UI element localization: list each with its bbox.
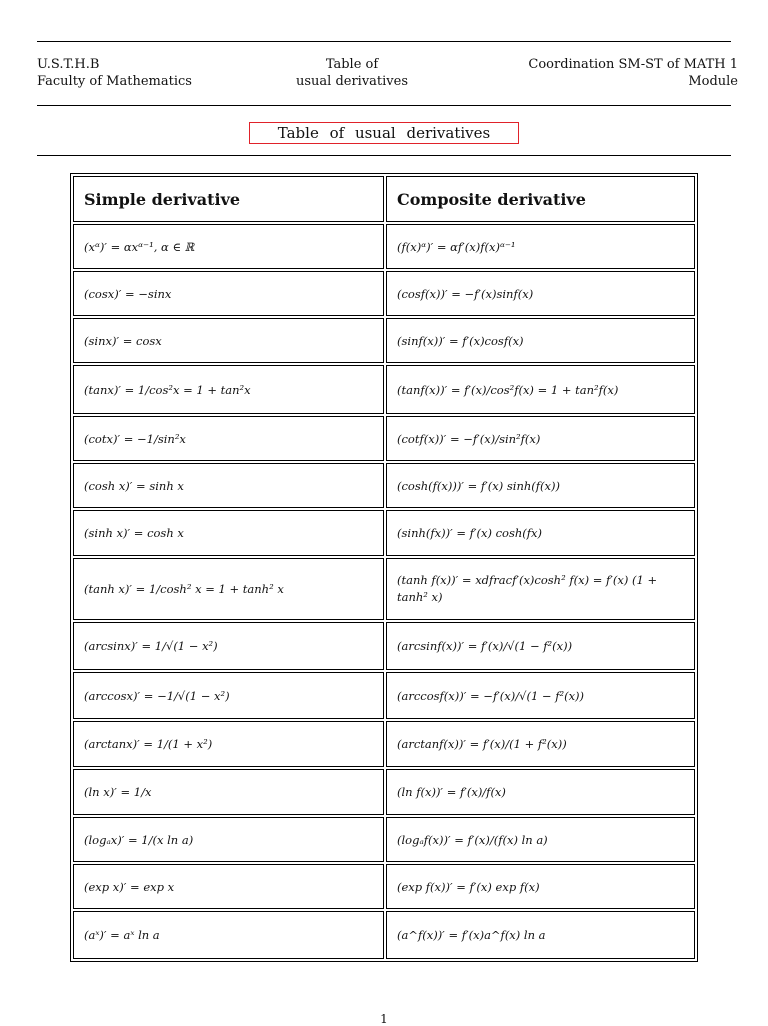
table-row	[73, 864, 695, 909]
table-row	[73, 911, 695, 959]
simple-derivative-cell: (cosh x)′ = sinh x	[73, 463, 384, 508]
faculty-name: Faculty of Mathematics	[37, 74, 192, 89]
composite-derivative-cell: (arccosf(x))′ = −f′(x)/√(1 − f²(x))	[386, 672, 695, 719]
composite-derivative-cell: (cosh(f(x)))′ = f′(x) sinh(f(x))	[386, 463, 695, 508]
simple-derivative-cell: (xᵅ)′ = αxᵅ⁻¹, α ∈ ℝ	[73, 224, 384, 269]
document-title-box	[249, 122, 519, 144]
table-row	[73, 463, 695, 508]
simple-derivative-cell: (ln x)′ = 1/x	[73, 769, 384, 815]
table-row	[73, 416, 695, 461]
simple-derivative-cell: (logₐx)′ = 1/(x ln a)	[73, 817, 384, 862]
table-row	[73, 224, 695, 269]
table-row	[73, 271, 695, 316]
composite-derivative-cell: (arctanf(x))′ = f′(x)/(1 + f²(x))	[386, 721, 695, 767]
table-row	[73, 318, 695, 363]
composite-derivative-cell: (a^f(x))′ = f′(x)a^f(x) ln a	[386, 911, 695, 959]
module-label: Module	[688, 74, 738, 89]
simple-derivative-header: Simple derivative	[73, 176, 384, 222]
header-left	[37, 56, 192, 90]
header-rule	[37, 105, 731, 106]
simple-derivative-cell: (arccosx)′ = −1/√(1 − x²)	[73, 672, 384, 719]
composite-derivative-cell: (logₐf(x))′ = f′(x)/(f(x) ln a)	[386, 817, 695, 862]
table-row	[73, 672, 695, 719]
table-row	[73, 510, 695, 556]
table-row	[73, 721, 695, 767]
table-row	[73, 769, 695, 815]
header-center-line2: usual derivatives	[295, 74, 409, 89]
simple-derivative-cell: (sinx)′ = cosx	[73, 318, 384, 363]
simple-derivative-cell: (exp x)′ = exp x	[73, 864, 384, 909]
header-center-line1: Table of	[325, 57, 379, 72]
institution-name: U.S.T.H.B	[37, 57, 100, 72]
coordination-label: Coordination SM-ST of MATH 1	[528, 57, 738, 72]
composite-derivative-cell: (exp f(x))′ = f′(x) exp f(x)	[386, 864, 695, 909]
simple-derivative-cell: (arctanx)′ = 1/(1 + x²)	[73, 721, 384, 767]
title-rule	[37, 155, 731, 156]
composite-derivative-header: Composite derivative	[386, 176, 695, 222]
simple-derivative-cell: (tanx)′ = 1/cos²x = 1 + tan²x	[73, 365, 384, 414]
composite-derivative-cell: (f(x)ᵅ)′ = αf′(x)f(x)ᵅ⁻¹	[386, 224, 695, 269]
composite-derivative-cell: (cosf(x))′ = −f′(x)sinf(x)	[386, 271, 695, 316]
simple-derivative-cell: (sinh x)′ = cosh x	[73, 510, 384, 556]
table-row	[73, 817, 695, 862]
header-center	[284, 56, 420, 90]
composite-derivative-cell: (tanh f(x))′ = xdfracf′(x)cosh² f(x) = f′(x) (1 + tanh² x)	[386, 558, 695, 620]
composite-derivative-cell: (arcsinf(x))′ = f′(x)/√(1 − f²(x))	[386, 622, 695, 670]
document-title: Table of usual derivatives	[277, 124, 491, 142]
simple-derivative-cell: (arcsinx)′ = 1/√(1 − x²)	[73, 622, 384, 670]
table-row	[73, 622, 695, 670]
composite-derivative-cell: (sinh(fx))′ = f′(x) cosh(fx)	[386, 510, 695, 556]
simple-derivative-cell: (tanh x)′ = 1/cosh² x = 1 + tanh² x	[73, 558, 384, 620]
derivatives-table	[70, 173, 698, 962]
composite-derivative-cell: (ln f(x))′ = f′(x)/f(x)	[386, 769, 695, 815]
header-right	[528, 56, 738, 90]
page-number: 1	[380, 1012, 388, 1026]
simple-derivative-cell: (cotx)′ = −1/sin²x	[73, 416, 384, 461]
composite-derivative-cell: (tanf(x))′ = f′(x)/cos²f(x) = 1 + tan²f(x)	[386, 365, 695, 414]
simple-derivative-cell: (aˣ)′ = aˣ ln a	[73, 911, 384, 959]
simple-derivative-cell: (cosx)′ = −sinx	[73, 271, 384, 316]
top-rule	[37, 41, 731, 42]
table-header-row	[73, 176, 695, 222]
composite-derivative-cell: (cotf(x))′ = −f′(x)/sin²f(x)	[386, 416, 695, 461]
table-row	[73, 558, 695, 620]
table-row	[73, 365, 695, 414]
composite-derivative-cell: (sinf(x))′ = f′(x)cosf(x)	[386, 318, 695, 363]
